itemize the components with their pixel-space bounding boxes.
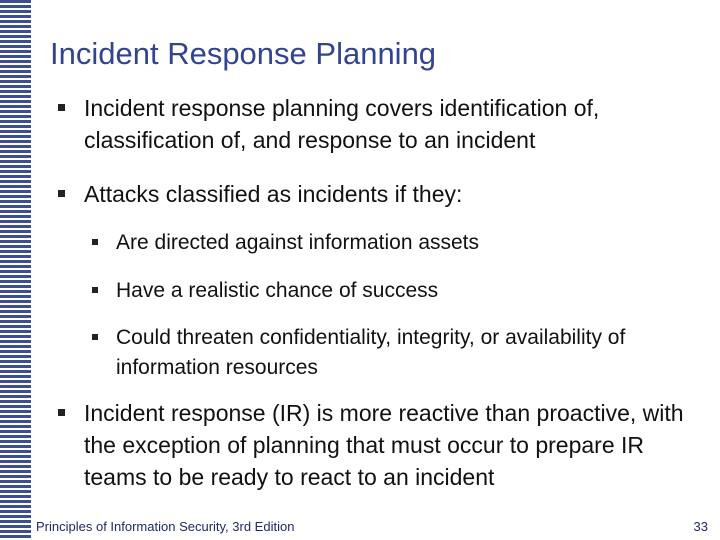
square-bullet-icon	[58, 190, 65, 197]
sub-bullet-text: Could threaten confidentiality, integrity, or availability of information resources	[116, 326, 626, 379]
sub-bullet-text: Have a realistic chance of success	[116, 279, 439, 302]
square-bullet-icon	[58, 409, 65, 416]
footer-page-number: 33	[693, 519, 708, 534]
bullet-text: Attacks classified as incidents if they:	[84, 181, 463, 207]
bullet-item	[58, 178, 698, 210]
sub-bullet-item	[92, 228, 692, 258]
sub-bullet-text: Are directed against information assets	[116, 231, 480, 254]
sub-bullet-item	[92, 323, 632, 383]
bullet-text: Incident response planning covers identification of, classification of, and response to an incident	[84, 95, 600, 153]
bullet-item	[58, 92, 698, 156]
square-bullet-icon	[58, 104, 65, 111]
square-bullet-icon	[92, 287, 98, 293]
slide-title: Incident Response Planning	[50, 36, 437, 71]
bullet-text: Incident response (IR) is more reactive than proactive, with the exception of planning that must occur to prepare IR teams to be ready to react to an incident	[84, 400, 684, 490]
sub-bullet-item	[92, 276, 692, 306]
square-bullet-icon	[92, 334, 98, 340]
square-bullet-icon	[92, 239, 98, 245]
footer-book-title: Principles of Information Security, 3rd Edition	[36, 519, 295, 534]
bullet-item	[58, 397, 698, 493]
